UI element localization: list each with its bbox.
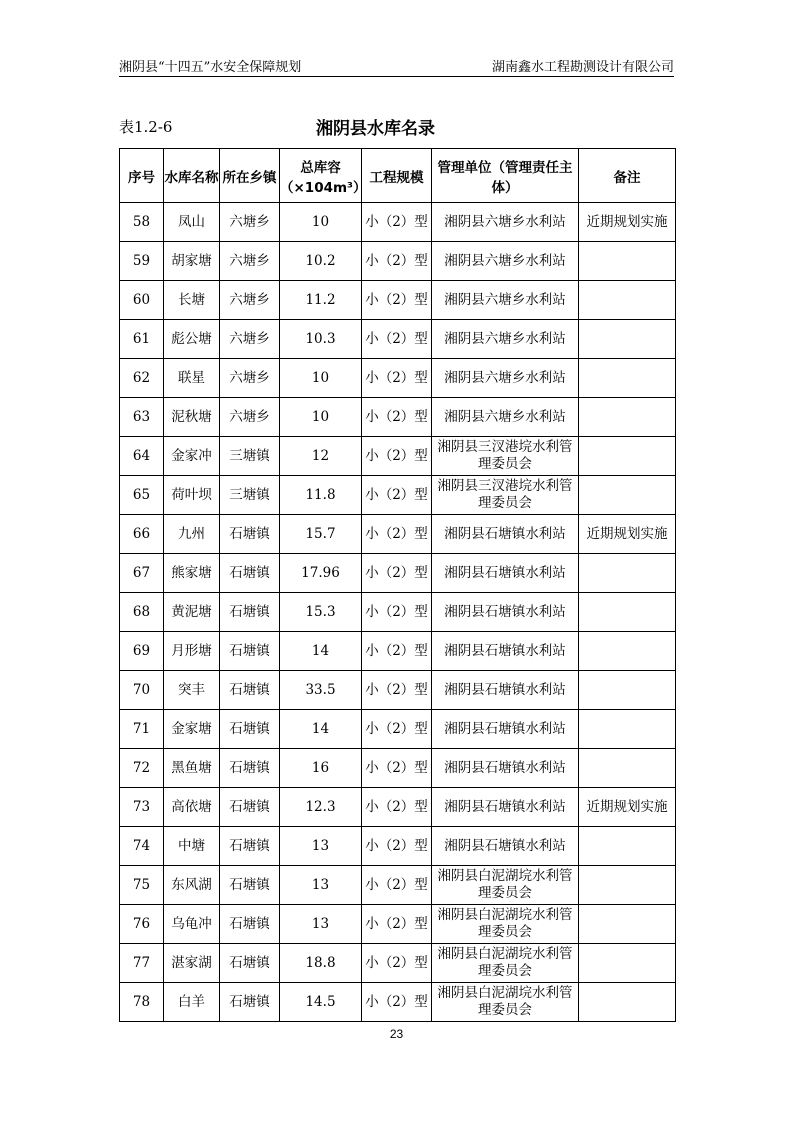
table-row (120, 632, 676, 671)
cell-capacity: 13 (280, 905, 362, 944)
cell-note (579, 476, 676, 515)
column-header: 序号 (120, 149, 164, 203)
cell-scale: 小（2）型 (362, 359, 432, 398)
cell-number: 61 (120, 320, 164, 359)
cell-management-unit: 湘阴县石塘镇水利站 (432, 554, 579, 593)
cell-capacity: 11.2 (280, 281, 362, 320)
column-header: 水库名称 (164, 149, 220, 203)
cell-management-unit: 湘阴县六塘乡水利站 (432, 398, 579, 437)
cell-note (579, 320, 676, 359)
table-row (120, 476, 676, 515)
cell-scale: 小（2）型 (362, 281, 432, 320)
table-row (120, 515, 676, 554)
table-body (120, 203, 676, 1022)
cell-note (579, 632, 676, 671)
cell-capacity: 10 (280, 203, 362, 242)
cell-capacity: 15.7 (280, 515, 362, 554)
table-row (120, 905, 676, 944)
table-row (120, 320, 676, 359)
cell-number: 75 (120, 866, 164, 905)
cell-scale: 小（2）型 (362, 866, 432, 905)
cell-capacity: 14.5 (280, 983, 362, 1022)
cell-management-unit: 湘阴县白泥湖垸水利管理委员会 (432, 866, 579, 905)
cell-note (579, 710, 676, 749)
cell-management-unit: 湘阴县六塘乡水利站 (432, 242, 579, 281)
cell-management-unit: 湘阴县三汊港垸水利管理委员会 (432, 437, 579, 476)
cell-capacity: 14 (280, 710, 362, 749)
cell-number: 70 (120, 671, 164, 710)
cell-management-unit: 湘阴县石塘镇水利站 (432, 515, 579, 554)
cell-capacity: 10.2 (280, 242, 362, 281)
cell-note (579, 866, 676, 905)
cell-reservoir-name: 九州 (164, 515, 220, 554)
cell-town: 石塘镇 (220, 554, 280, 593)
cell-management-unit: 湘阴县石塘镇水利站 (432, 749, 579, 788)
cell-town: 石塘镇 (220, 632, 280, 671)
table-row (120, 749, 676, 788)
cell-scale: 小（2）型 (362, 554, 432, 593)
table-row (120, 866, 676, 905)
cell-scale: 小（2）型 (362, 827, 432, 866)
cell-scale: 小（2）型 (362, 242, 432, 281)
cell-number: 76 (120, 905, 164, 944)
cell-management-unit: 湘阴县石塘镇水利站 (432, 593, 579, 632)
table-row (120, 398, 676, 437)
reservoir-table (119, 148, 676, 1022)
header-company-name: 湖南鑫水工程勘测设计有限公司 (491, 60, 674, 75)
cell-town: 石塘镇 (220, 710, 280, 749)
table-row (120, 281, 676, 320)
cell-town: 六塘乡 (220, 203, 280, 242)
column-header: 备注 (579, 149, 676, 203)
cell-management-unit: 湘阴县六塘乡水利站 (432, 281, 579, 320)
table-row (120, 554, 676, 593)
table-row (120, 437, 676, 476)
cell-reservoir-name: 凤山 (164, 203, 220, 242)
cell-reservoir-name: 中塘 (164, 827, 220, 866)
cell-town: 六塘乡 (220, 398, 280, 437)
cell-capacity: 10 (280, 359, 362, 398)
cell-reservoir-name: 熊家塘 (164, 554, 220, 593)
column-header: 管理单位（管理责任主体） (432, 149, 579, 203)
cell-scale: 小（2）型 (362, 203, 432, 242)
cell-town: 六塘乡 (220, 320, 280, 359)
cell-note (579, 983, 676, 1022)
cell-number: 65 (120, 476, 164, 515)
cell-scale: 小（2）型 (362, 983, 432, 1022)
cell-scale: 小（2）型 (362, 320, 432, 359)
cell-town: 石塘镇 (220, 671, 280, 710)
cell-management-unit: 湘阴县六塘乡水利站 (432, 359, 579, 398)
cell-capacity: 12.3 (280, 788, 362, 827)
cell-number: 69 (120, 632, 164, 671)
cell-note (579, 398, 676, 437)
table-label: 表1.2-6 (119, 118, 173, 136)
cell-management-unit: 湘阴县石塘镇水利站 (432, 710, 579, 749)
cell-scale: 小（2）型 (362, 710, 432, 749)
cell-reservoir-name: 突丰 (164, 671, 220, 710)
cell-capacity: 13 (280, 827, 362, 866)
table-row (120, 983, 676, 1022)
cell-scale: 小（2）型 (362, 749, 432, 788)
cell-capacity: 10.3 (280, 320, 362, 359)
cell-capacity: 14 (280, 632, 362, 671)
table-row (120, 827, 676, 866)
cell-town: 石塘镇 (220, 788, 280, 827)
table-row (120, 710, 676, 749)
table-row (120, 671, 676, 710)
cell-number: 59 (120, 242, 164, 281)
cell-reservoir-name: 月形塘 (164, 632, 220, 671)
cell-number: 73 (120, 788, 164, 827)
cell-reservoir-name: 高依塘 (164, 788, 220, 827)
cell-capacity: 17.96 (280, 554, 362, 593)
cell-town: 石塘镇 (220, 749, 280, 788)
cell-management-unit: 湘阴县六塘乡水利站 (432, 320, 579, 359)
cell-number: 74 (120, 827, 164, 866)
running-header (119, 52, 674, 77)
cell-number: 67 (120, 554, 164, 593)
cell-note (579, 437, 676, 476)
cell-management-unit: 湘阴县白泥湖垸水利管理委员会 (432, 905, 579, 944)
table-row (120, 788, 676, 827)
cell-number: 78 (120, 983, 164, 1022)
cell-note: 近期规划实施 (579, 515, 676, 554)
cell-town: 石塘镇 (220, 944, 280, 983)
table-row (120, 944, 676, 983)
table-row (120, 242, 676, 281)
table-header-row (120, 149, 676, 203)
cell-scale: 小（2）型 (362, 632, 432, 671)
cell-number: 60 (120, 281, 164, 320)
cell-town: 六塘乡 (220, 281, 280, 320)
cell-scale: 小（2）型 (362, 788, 432, 827)
cell-reservoir-name: 黄泥塘 (164, 593, 220, 632)
cell-note: 近期规划实施 (579, 203, 676, 242)
page-number: 23 (389, 1027, 404, 1041)
cell-capacity: 13 (280, 866, 362, 905)
cell-scale: 小（2）型 (362, 398, 432, 437)
cell-reservoir-name: 黑鱼塘 (164, 749, 220, 788)
cell-scale: 小（2）型 (362, 905, 432, 944)
cell-reservoir-name: 湛家湖 (164, 944, 220, 983)
cell-number: 66 (120, 515, 164, 554)
cell-reservoir-name: 泥秋塘 (164, 398, 220, 437)
cell-note (579, 242, 676, 281)
cell-management-unit: 湘阴县石塘镇水利站 (432, 788, 579, 827)
cell-note (579, 749, 676, 788)
header-document-title: 湘阴县“十四五”水安全保障规划 (119, 60, 302, 75)
cell-reservoir-name: 金家冲 (164, 437, 220, 476)
cell-reservoir-name: 荷叶坝 (164, 476, 220, 515)
cell-reservoir-name: 联星 (164, 359, 220, 398)
cell-capacity: 18.8 (280, 944, 362, 983)
cell-reservoir-name: 白羊 (164, 983, 220, 1022)
cell-town: 六塘乡 (220, 359, 280, 398)
cell-number: 72 (120, 749, 164, 788)
cell-reservoir-name: 彪公塘 (164, 320, 220, 359)
cell-reservoir-name: 长塘 (164, 281, 220, 320)
cell-town: 石塘镇 (220, 866, 280, 905)
cell-note (579, 593, 676, 632)
cell-capacity: 15.3 (280, 593, 362, 632)
cell-scale: 小（2）型 (362, 476, 432, 515)
column-header: 工程规模 (362, 149, 432, 203)
cell-reservoir-name: 胡家塘 (164, 242, 220, 281)
cell-scale: 小（2）型 (362, 593, 432, 632)
cell-management-unit: 湘阴县石塘镇水利站 (432, 671, 579, 710)
cell-note (579, 671, 676, 710)
column-header: 所在乡镇 (220, 149, 280, 203)
cell-management-unit: 湘阴县石塘镇水利站 (432, 827, 579, 866)
table-row (120, 203, 676, 242)
cell-reservoir-name: 乌龟冲 (164, 905, 220, 944)
cell-note (579, 944, 676, 983)
cell-capacity: 12 (280, 437, 362, 476)
cell-reservoir-name: 东风湖 (164, 866, 220, 905)
table-row (120, 593, 676, 632)
cell-number: 68 (120, 593, 164, 632)
cell-scale: 小（2）型 (362, 437, 432, 476)
table-title: 湘阴县水库名录 (316, 119, 435, 139)
cell-reservoir-name: 金家塘 (164, 710, 220, 749)
cell-management-unit: 湘阴县三汊港垸水利管理委员会 (432, 476, 579, 515)
cell-note (579, 359, 676, 398)
cell-scale: 小（2）型 (362, 944, 432, 983)
cell-town: 石塘镇 (220, 593, 280, 632)
cell-town: 石塘镇 (220, 905, 280, 944)
cell-town: 六塘乡 (220, 242, 280, 281)
cell-capacity: 11.8 (280, 476, 362, 515)
cell-note (579, 281, 676, 320)
cell-management-unit: 湘阴县白泥湖垸水利管理委员会 (432, 983, 579, 1022)
cell-town: 石塘镇 (220, 983, 280, 1022)
cell-town: 石塘镇 (220, 827, 280, 866)
cell-management-unit: 湘阴县白泥湖垸水利管理委员会 (432, 944, 579, 983)
column-header: 总库容（×104m³） (280, 149, 362, 203)
cell-scale: 小（2）型 (362, 515, 432, 554)
cell-note (579, 554, 676, 593)
cell-number: 64 (120, 437, 164, 476)
cell-town: 石塘镇 (220, 515, 280, 554)
cell-number: 58 (120, 203, 164, 242)
cell-scale: 小（2）型 (362, 671, 432, 710)
cell-management-unit: 湘阴县六塘乡水利站 (432, 203, 579, 242)
cell-number: 77 (120, 944, 164, 983)
cell-management-unit: 湘阴县石塘镇水利站 (432, 632, 579, 671)
cell-town: 三塘镇 (220, 476, 280, 515)
cell-capacity: 16 (280, 749, 362, 788)
cell-number: 63 (120, 398, 164, 437)
cell-note (579, 905, 676, 944)
cell-number: 71 (120, 710, 164, 749)
cell-note: 近期规划实施 (579, 788, 676, 827)
cell-number: 62 (120, 359, 164, 398)
cell-capacity: 10 (280, 398, 362, 437)
cell-town: 三塘镇 (220, 437, 280, 476)
cell-note (579, 827, 676, 866)
cell-capacity: 33.5 (280, 671, 362, 710)
table-row (120, 359, 676, 398)
